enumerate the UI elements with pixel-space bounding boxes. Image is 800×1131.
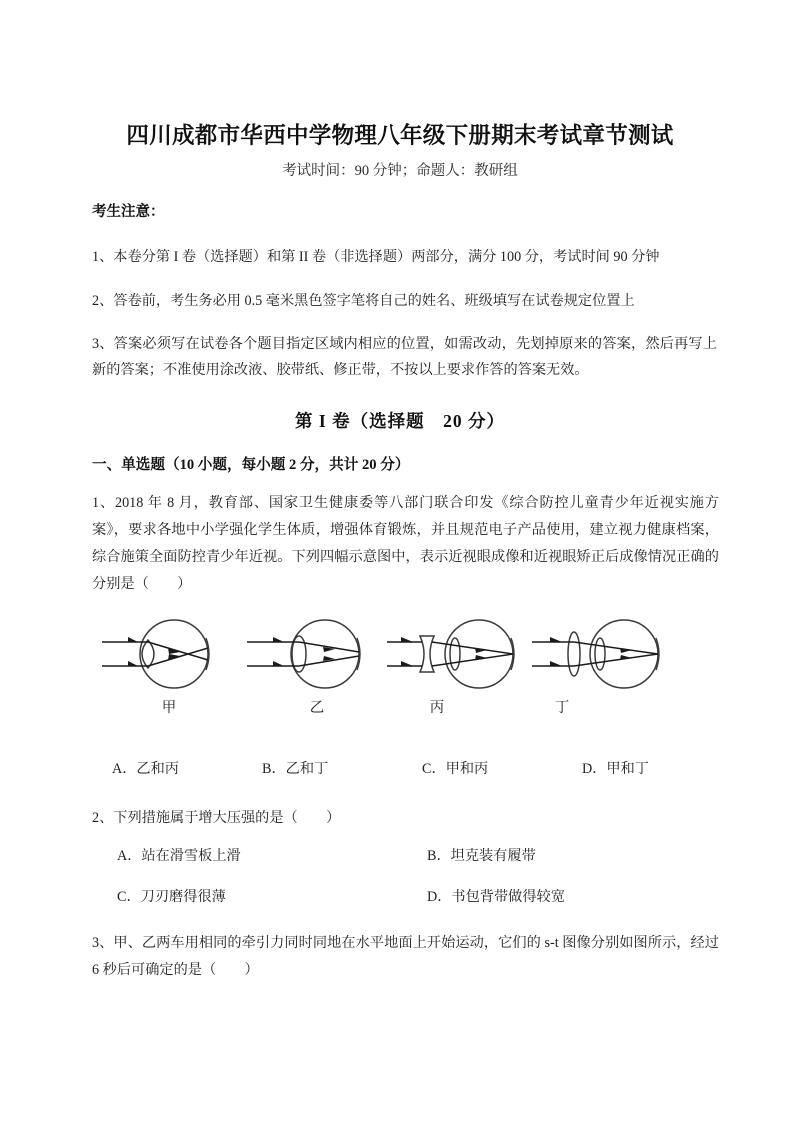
eye-diagram-label-jia: 甲 (161, 700, 177, 716)
eye-diagram-bing (387, 610, 537, 700)
eye-diagram-label-ding: 丁 (554, 700, 570, 716)
paper-part-title: 第 I 卷（选择题 20 分） (295, 411, 505, 431)
question-2-option-d[interactable]: D．书包背带做得较宽 (427, 889, 565, 905)
question-1-text: 1、2018 年 8 月，教育部、国家卫生健康委等八部门联合印发《综合防控儿童青少年近视实施方案》，要求各地中小学强化学生体质，增强体育锻炼，并且规范电子产品使用，建立视力健康档案，综合施策全面防控青少年近视。下列四幅示意图中，表示近视眼成像和近视眼矫正后成像情况正确的分别是（ ） (92, 495, 719, 592)
eye-diagram-yi (247, 610, 387, 700)
section-heading-single-choice: 一、单选题（10 小题，每小题 2 分，共计 20 分） (92, 457, 410, 473)
question-1-option-a[interactable]: A．乙和丙 (112, 761, 179, 777)
notice-heading: 考生注意： (92, 204, 165, 220)
question-1-figure (92, 610, 719, 725)
question-2-text: 2、下列措施属于增大压强的是（ ） (92, 810, 341, 826)
eye-diagram-label-yi: 乙 (309, 700, 325, 716)
notice-item-1: 1、本卷分第 I 卷（选择题）和第 II 卷（非选择题）两部分，满分 100 分，考试时间 90 分钟 (92, 249, 660, 265)
eye-diagram-jia (102, 610, 237, 700)
question-2-option-b[interactable]: B．坦克装有履带 (427, 848, 536, 864)
eye-diagram-label-bing: 丙 (429, 700, 445, 716)
exam-subtitle: 考试时间：90 分钟；命题人：教研组 (282, 163, 518, 179)
question-1-option-c[interactable]: C．甲和丙 (422, 761, 489, 777)
notice-item-3: 3、答案必须写在试卷各个题目指定区域内相应的位置，如需改动，先划掉原来的答案，然后再写上新的答案；不准使用涂改液、胶带纸、修正带，不按以上要求作答的答案无效。 (92, 336, 717, 378)
question-2-options-row-2 (92, 886, 719, 908)
question-1-option-b[interactable]: B．乙和丁 (262, 761, 329, 777)
question-1-options (92, 758, 719, 780)
question-2-option-c[interactable]: C．刀刃磨得很薄 (117, 889, 226, 905)
eye-diagram-ding (532, 610, 682, 700)
page-title: 四川成都市华西中学物理八年级下册期末考试章节测试 (126, 123, 674, 148)
question-2-option-a[interactable]: A．站在滑雪板上滑 (117, 848, 241, 864)
question-2-options-row-1 (92, 845, 719, 867)
notice-item-2: 2、答卷前，考生务必用 0.5 毫米黑色签字笔将自己的姓名、班级填写在试卷规定位置上 (92, 293, 635, 309)
question-3-text: 3、甲、乙两车用相同的牵引力同时同地在水平地面上开始运动，它们的 s-t 图像分别如图所示，经过 6 秒后可确定的是（ ） (92, 935, 719, 978)
question-1-option-d[interactable]: D．甲和丁 (582, 761, 649, 777)
